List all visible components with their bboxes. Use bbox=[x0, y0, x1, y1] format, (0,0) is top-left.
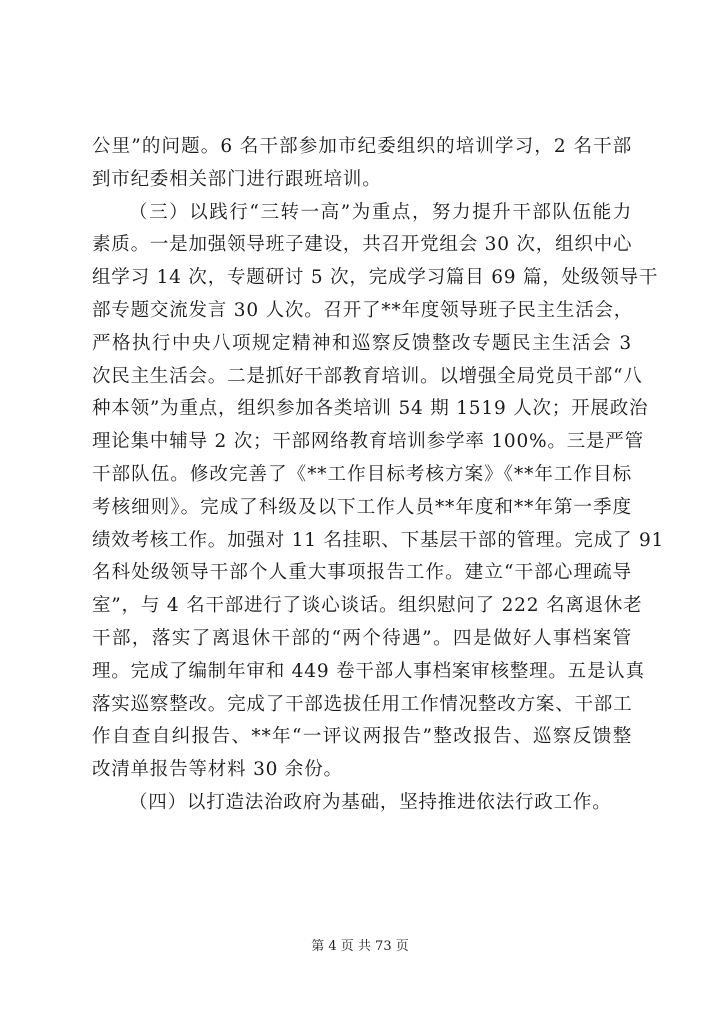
text-line-10: 理论集中辅导 2 次；干部网络教育培训参学率 100%。三是严管 bbox=[92, 431, 644, 453]
text-line-16: 干部，落实了离退休干部的“两个待遇”。四是做好人事档案管 bbox=[92, 627, 632, 649]
text-line-12: 考核细则》。完成了科级及以下工作人员**年度和**年第一季度 bbox=[92, 496, 632, 518]
text-line-15: 室”，与 4 名干部进行了谈心谈话。组织慰问了 222 名离退休老 bbox=[92, 595, 643, 617]
text-line-19: 作自查自纠报告、**年“一评议两报告”整改报告、巡察反馈整 bbox=[92, 726, 632, 748]
page-number-footer: 第 4 页 共 73 页 bbox=[311, 939, 409, 954]
text-line-14: 名科处级领导干部个人重大事项报告工作。建立“干部心理疏导 bbox=[92, 562, 632, 584]
text-line-2: 到市纪委相关部门进行跟班培训。 bbox=[92, 168, 382, 190]
text-line-1: 公里”的问题。6 名干部参加市纪委组织的培训学习，2 名干部 bbox=[92, 136, 632, 157]
body-text bbox=[92, 131, 665, 820]
text-line-17: 理。完成了编制年审和 449 卷干部人事档案审核整理。五是认真 bbox=[92, 660, 645, 682]
text-line-7: 严格执行中央八项规定精神和巡察反馈整改专题民主生活会 3 bbox=[92, 332, 632, 354]
text-line-13: 绩效考核工作。加强对 11 名挂职、下基层干部的管理。完成了 91 bbox=[92, 529, 665, 551]
section-heading-3: （三）以践行“三转一高”为重点，努力提升干部队伍能力 bbox=[129, 201, 632, 223]
text-line-4: 素质。一是加强领导班子建设，共召开党组会 30 次，组织中心 bbox=[92, 234, 633, 256]
text-line-20: 改清单报告等材料 30 余份。 bbox=[92, 759, 343, 781]
text-line-5: 组学习 14 次，专题研讨 5 次，完成学习篇目 69 篇，处级领导干 bbox=[92, 267, 659, 289]
text-line-18: 落实巡察整改。完成了干部选拔任用工作情况整改方案、干部工 bbox=[92, 693, 633, 715]
section-heading-4: （四）以打造法治政府为基础，坚持推进依法行政工作。 bbox=[129, 791, 612, 813]
text-line-6: 部专题交流发言 30 人次。召开了**年度领导班子民主生活会， bbox=[92, 299, 634, 321]
text-line-8: 次民主生活会。二是抓好干部教育培训。以增强全局党员干部“八 bbox=[92, 365, 643, 387]
text-line-9: 种本领”为重点，组织参加各类培训 54 期 1519 人次；开展政治 bbox=[92, 398, 649, 420]
text-line-11: 干部队伍。修改完善了《**工作目标考核方案》《**年工作目标 bbox=[92, 463, 632, 485]
